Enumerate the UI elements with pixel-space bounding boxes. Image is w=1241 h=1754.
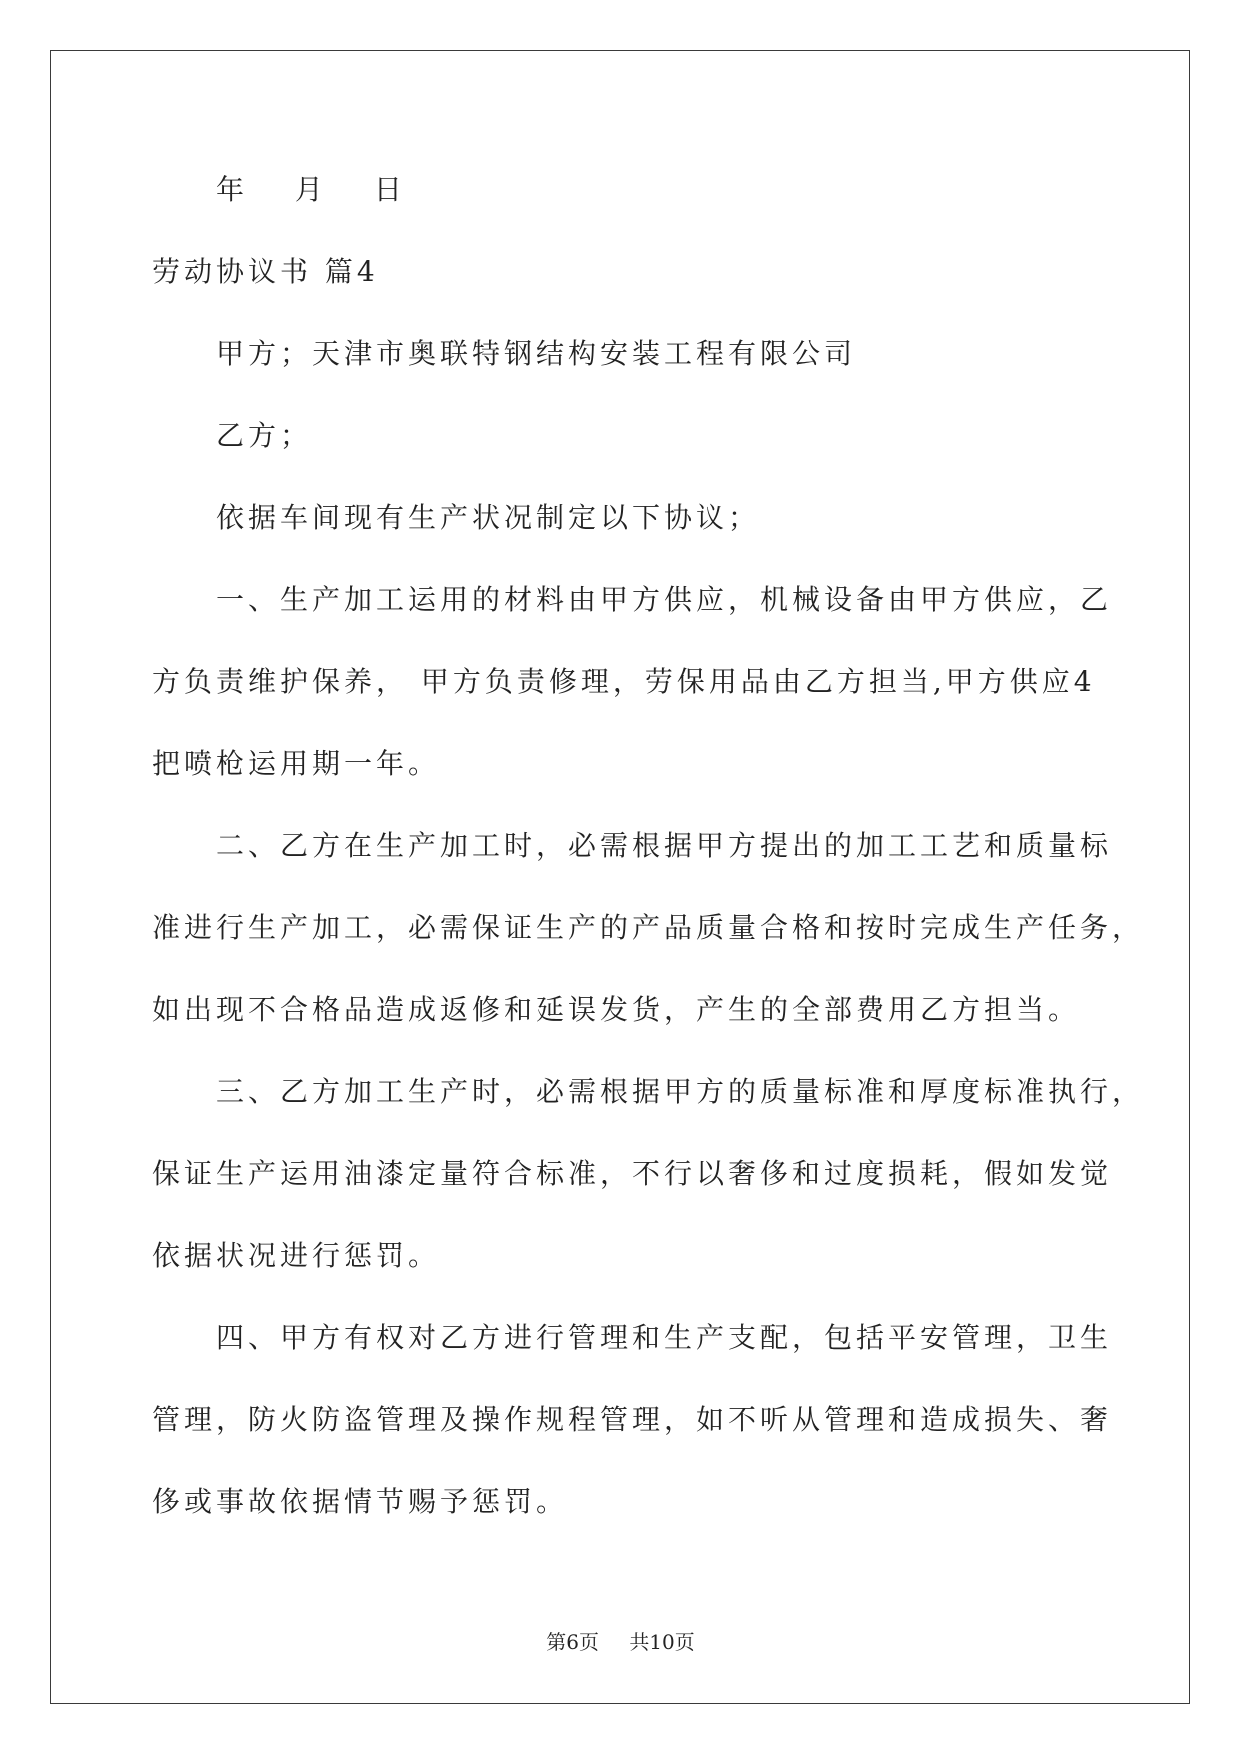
clause-2-line-3: 如出现不合格品造成返修和延误发货，产生的全部费用乙方担当。 bbox=[152, 993, 1081, 1026]
clause-1-line-3: 把喷枪运用期一年。 bbox=[152, 747, 441, 780]
clause-3-line-3: 依据状况进行惩罚。 bbox=[152, 1239, 441, 1272]
page-border bbox=[50, 50, 1190, 1704]
date-line bbox=[216, 172, 440, 208]
clause-4-line-2: 管理，防火防盗管理及操作规程管理，如不听从管理和造成损失、奢 bbox=[152, 1403, 1113, 1436]
intro-text: 依据车间现有生产状况制定以下协议； bbox=[216, 501, 761, 534]
clause-1-line-1: 一、生产加工运用的材料由甲方供应，机械设备由甲方供应，乙 bbox=[216, 583, 1113, 616]
page-number: 第6页 bbox=[546, 1630, 599, 1654]
clause-2-line-1: 二、乙方在生产加工时，必需根据甲方提出的加工工艺和质量标 bbox=[216, 829, 1113, 862]
party-a: 甲方；天津市奥联特钢结构安装工程有限公司 bbox=[216, 337, 857, 370]
date-year: 年 bbox=[216, 173, 249, 206]
party-b: 乙方； bbox=[216, 419, 313, 452]
clause-4-line-3: 侈或事故依据情节赐予惩罚。 bbox=[152, 1485, 569, 1518]
date-month: 月 bbox=[294, 173, 327, 206]
clause-2-line-2: 准进行生产加工，必需保证生产的产品质量合格和按时完成生产任务， bbox=[152, 911, 1145, 944]
clause-1-line-2: 方负责维护保养， 甲方负责修理，劳保用品由乙方担当,甲方供应4 bbox=[152, 665, 1096, 698]
clause-3-line-1: 三、乙方加工生产时，必需根据甲方的质量标准和厚度标准执行， bbox=[216, 1075, 1145, 1108]
clause-4-line-1: 四、甲方有权对乙方进行管理和生产支配，包括平安管理，卫生 bbox=[216, 1321, 1113, 1354]
clause-3-line-2: 保证生产运用油漆定量符合标准，不行以奢侈和过度损耗，假如发觉 bbox=[152, 1157, 1113, 1190]
page-total: 共10页 bbox=[629, 1630, 695, 1654]
section-heading: 劳动协议书 篇4 bbox=[152, 255, 379, 288]
date-day: 日 bbox=[373, 173, 406, 206]
page-footer bbox=[0, 1626, 1241, 1655]
